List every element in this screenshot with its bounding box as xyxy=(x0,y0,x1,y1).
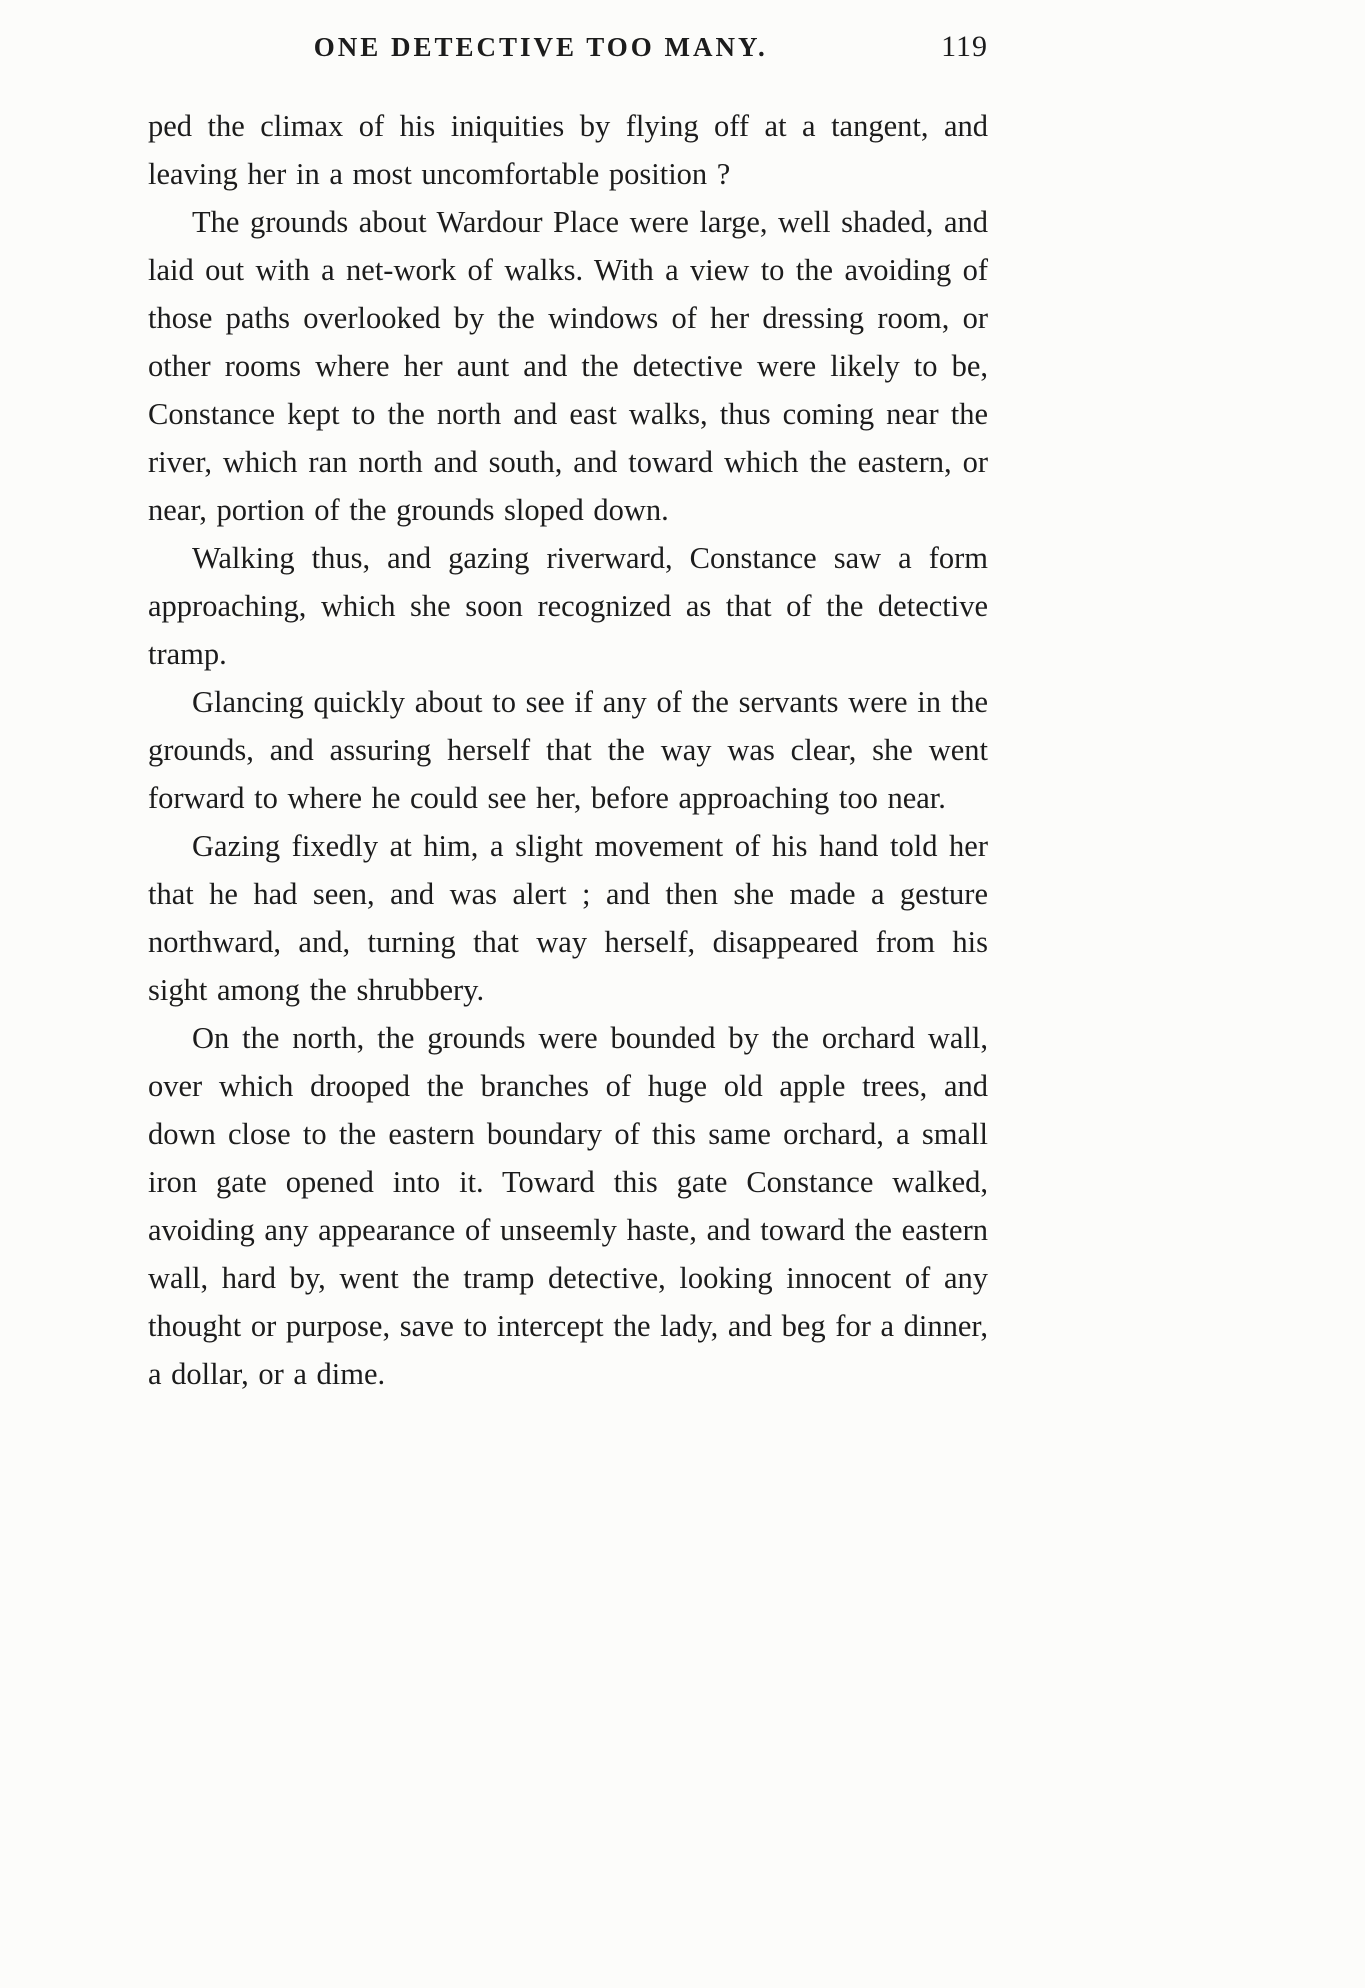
paragraph: Gazing fixedly at him, a slight movement of his hand told her that he had seen, and was alert ; and then she made a gesture northward, and, turning that way herself, disappeared from his sight among the shrubbery. xyxy=(148,829,988,1007)
paragraph: On the north, the grounds were bounded by the orchard wall, over which drooped the branches of huge old apple trees, and down close to the eastern boundary of this same orchard, a small iron gate opened into it. Toward this gate Constance walked, avoiding any appearance of unseemly haste, and toward the eastern wall, hard by, went the tramp detective, looking innocent of any thought or purpose, save to intercept the lady, and beg for a dinner, a dollar, or a dime. xyxy=(148,1021,988,1391)
paragraph: Walking thus, and gazing riverward, Constance saw a form approaching, which she soon recognized as that of the detective tramp. xyxy=(148,541,988,671)
paragraph: Glancing quickly about to see if any of the servants were in the grounds, and assuring herself that the way was clear, she went forward to where he could see her, before approaching too near. xyxy=(148,685,988,815)
page-body xyxy=(148,102,988,1398)
page-header xyxy=(148,30,988,94)
content-column xyxy=(148,30,988,1398)
page-number: 119 xyxy=(941,30,988,63)
paragraph: The grounds about Wardour Place were large, well shaded, and laid out with a net-work of walks. With a view to the avoiding of those paths overlooked by the windows of her dressing room, or other rooms where her aunt and the detective were likely to be, Constance kept to the north and east walks, thus coming near the river, which ran north and south, and toward which the eastern, or near, portion of the grounds sloped down. xyxy=(148,205,988,527)
paragraph: ped the climax of his iniquities by flying off at a tangent, and leaving her in a most uncomfortable position ? xyxy=(148,109,988,191)
running-title: ONE DETECTIVE TOO MANY. xyxy=(313,32,768,62)
